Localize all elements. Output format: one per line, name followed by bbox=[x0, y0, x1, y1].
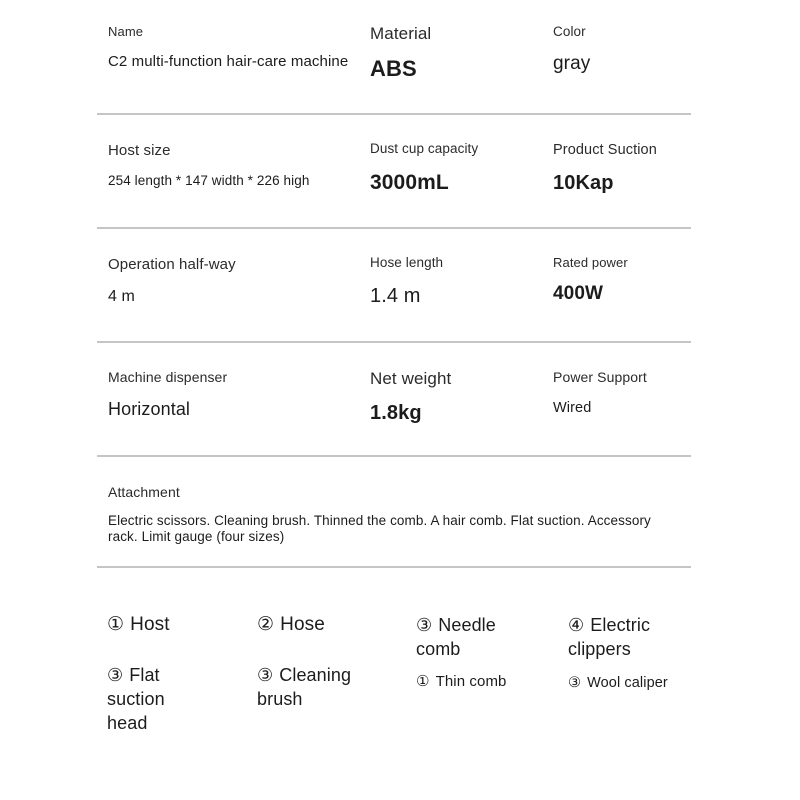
spec-value-hose-length: 1.4 m bbox=[370, 284, 421, 307]
spec-label-host-size: Host size bbox=[108, 142, 171, 159]
spec-label-name: Name bbox=[108, 24, 144, 39]
part-label: Hose bbox=[280, 614, 325, 635]
spec-row-attachment bbox=[97, 457, 691, 568]
spec-cell-net-weight bbox=[370, 369, 553, 455]
spec-row-size-capacity-suction bbox=[97, 115, 691, 229]
circled-number-1-icon: ① bbox=[107, 614, 125, 635]
part-item-cleaning-brush bbox=[257, 663, 367, 735]
part-item-flat-suction-head bbox=[107, 663, 181, 735]
part-item-thin-comb bbox=[416, 663, 568, 735]
spec-label-product-suction: Product Suction bbox=[553, 142, 657, 158]
circled-number-1-icon: ① bbox=[416, 673, 430, 690]
spec-row-operation-hose-power bbox=[97, 229, 691, 343]
spec-cell-product-suction bbox=[553, 141, 691, 227]
spec-value-product-suction: 10Kap bbox=[553, 172, 614, 195]
spec-label-rated-power: Rated power bbox=[553, 255, 628, 270]
spec-value-machine-dispenser: Horizontal bbox=[108, 398, 191, 419]
part-label: Thin comb bbox=[435, 673, 507, 690]
part-label: Electric clippers bbox=[568, 615, 651, 659]
spec-value-color: gray bbox=[553, 52, 591, 74]
circled-number-3-icon: ③ bbox=[257, 665, 274, 685]
spec-label-attachment: Attachment bbox=[108, 484, 180, 500]
circled-number-2-icon: ② bbox=[257, 614, 275, 635]
circled-number-3-icon: ③ bbox=[416, 615, 433, 635]
spec-label-hose-length: Hose length bbox=[370, 255, 444, 270]
part-item-hose bbox=[257, 613, 416, 661]
spec-row-name-material-color bbox=[97, 0, 691, 115]
spec-label-net-weight: Net weight bbox=[370, 369, 452, 388]
part-label: Cleaning brush bbox=[257, 665, 352, 709]
spec-sheet bbox=[97, 0, 691, 735]
part-item-electric-clippers bbox=[568, 613, 680, 661]
spec-label-operation-half-way: Operation half-way bbox=[108, 256, 236, 273]
circled-number-4-icon: ④ bbox=[568, 615, 585, 635]
spec-cell-hose-length bbox=[370, 255, 553, 341]
part-label: Needle comb bbox=[416, 615, 496, 659]
spec-cell-material bbox=[370, 24, 553, 113]
spec-value-host-size: 254 length * 147 width * 226 high bbox=[108, 172, 310, 188]
spec-cell-color bbox=[553, 24, 691, 113]
circled-number-3-icon: ③ bbox=[568, 675, 582, 691]
spec-label-dust-cup-capacity: Dust cup capacity bbox=[370, 141, 479, 156]
spec-value-dust-cup-capacity: 3000mL bbox=[370, 170, 449, 194]
spec-value-attachment: Electric scissors. Cleaning brush. Thinned the comb. A hair comb. Flat suction. Accessory rack. Limit gauge (four sizes) bbox=[108, 512, 651, 544]
spec-value-operation-half-way: 4 m bbox=[108, 287, 135, 305]
spec-label-color: Color bbox=[553, 24, 586, 39]
spec-label-power-support: Power Support bbox=[553, 369, 647, 385]
spec-value-power-support: Wired bbox=[553, 399, 592, 416]
spec-value-name: C2 multi-function hair-care machine bbox=[108, 53, 349, 71]
spec-cell-rated-power bbox=[553, 255, 691, 341]
spec-cell-name bbox=[108, 24, 370, 113]
spec-cell-dust-cup-capacity bbox=[370, 141, 553, 227]
spec-value-material: ABS bbox=[370, 56, 417, 82]
spec-cell-host-size bbox=[108, 141, 370, 227]
spec-cell-operation-half-way bbox=[108, 255, 370, 341]
spec-value-rated-power: 400W bbox=[553, 283, 604, 305]
part-label: Wool caliper bbox=[587, 675, 668, 691]
part-item-wool-caliper bbox=[568, 663, 690, 735]
spec-label-machine-dispenser: Machine dispenser bbox=[108, 369, 228, 385]
parts-legend bbox=[107, 613, 691, 735]
spec-row-dispenser-weight-support bbox=[97, 343, 691, 457]
spec-cell-power-support bbox=[553, 369, 691, 455]
spec-label-material: Material bbox=[370, 24, 432, 43]
spec-value-net-weight: 1.8kg bbox=[370, 402, 422, 425]
part-label: Flat suction head bbox=[107, 665, 165, 733]
part-item-host bbox=[107, 613, 257, 661]
spec-cell-machine-dispenser bbox=[108, 369, 370, 455]
part-item-needle-comb bbox=[416, 613, 516, 661]
circled-number-3-icon: ③ bbox=[107, 665, 124, 685]
part-label: Host bbox=[130, 614, 170, 635]
